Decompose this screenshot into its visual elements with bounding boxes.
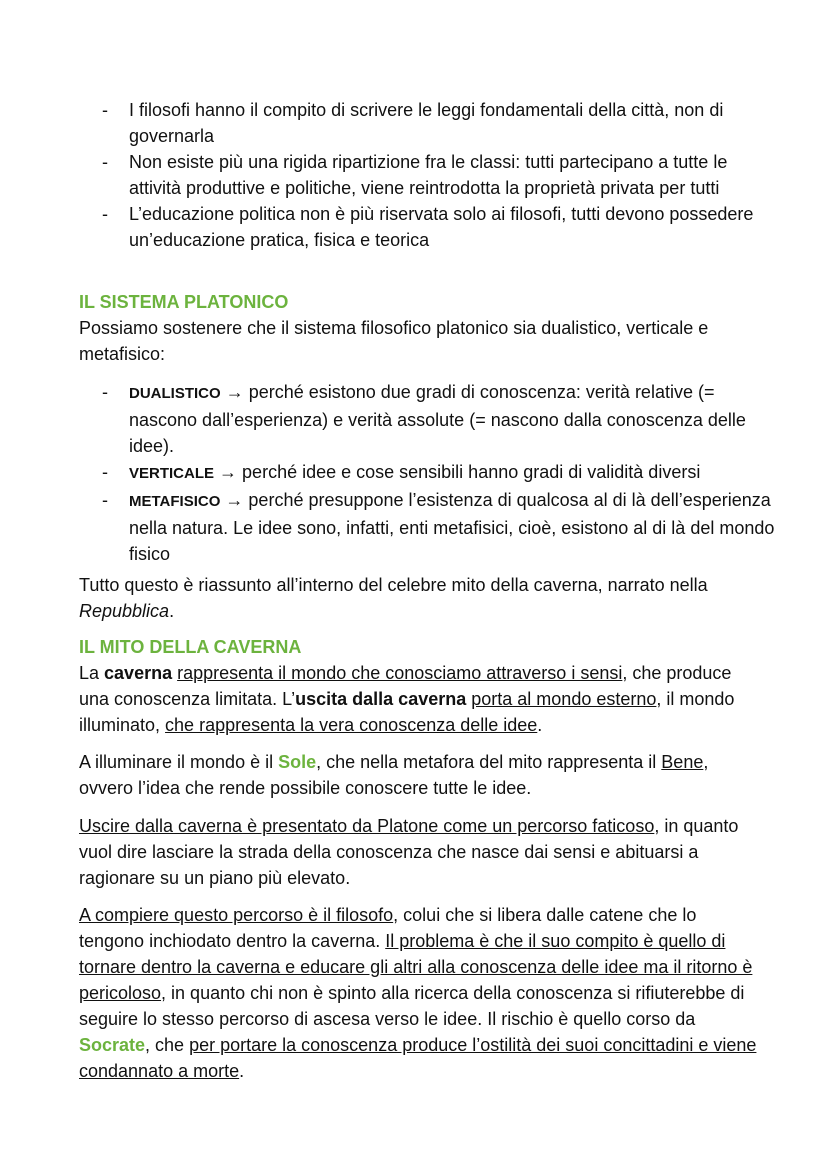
term-description: perché presuppone l’esistenza di qualcosa al di là dell’esperienza nella natura. Le idee sono, infatti, enti metafisici, cioè, esistono al di là del mondo fisico [129,490,775,564]
list-item-text: I filosofi hanno il compito di scrivere le leggi fondamentali della città, non di governarla [129,100,724,146]
arrow-icon: → [225,490,244,510]
text-run: , il mondo illuminato, [79,689,735,735]
text-run: , che nella metafora del mito rappresenta il [316,752,662,772]
term-verticale: VERTICALE [129,465,215,482]
summary-end: . [169,601,175,621]
list-item [102,379,782,459]
section-heading-sistema: IL SISTEMA PLATONICO [79,292,289,312]
term-metafisico: METAFISICO [129,493,221,510]
summary-paragraph [79,572,759,624]
section-heading-mito: IL MITO DELLA CAVERNA [79,637,302,657]
text-run: , colui che si libera dalle catene che lo tengono inchiodato dentro la caverna. [79,905,697,951]
list-item [102,201,782,253]
keyword-socrate: Socrate [79,1035,146,1055]
term-description: perché idee e cose sensibili hanno gradi di validità diversi [242,462,701,482]
exit-paragraph [79,813,759,891]
text-run: , ovvero l’idea che rende possibile conoscere tutte le idee. [79,752,709,798]
keyword-sole: Sole [278,752,317,772]
underlined-text: rappresenta il mondo che conosciamo attraverso i sensi [177,663,623,683]
arrow-icon: → [219,462,238,482]
book-title: Repubblica [79,601,170,621]
keyword-uscita: uscita dalla caverna [295,689,467,709]
underlined-text: per portare la conoscenza produce l’ostilità dei suoi concittadini e viene condannato a morte [79,1035,757,1081]
text-run: A illuminare il mondo è il [79,752,279,772]
text-run: . [239,1061,245,1081]
keyword-caverna: caverna [104,663,173,683]
list-item [102,149,782,201]
text-run: La [79,663,105,683]
philosopher-paragraph [79,902,759,1084]
system-traits-list [102,379,782,567]
text-run: , che [145,1035,190,1055]
list-item-text: L’educazione politica non è più riservata solo ai filosofi, tutti devono possedere un’educazione pratica, fisica e teorica [129,204,754,250]
cave-paragraph [79,660,759,738]
underlined-text: porta al mondo esterno [471,689,657,709]
text-run: , che produce una conoscenza limitata. L’ [79,663,732,709]
term-description: perché esistono due gradi di conoscenza: verità relative (= nascono dall’esperienza) e verità assolute (= nascono dalla conoscenza delle idee). [129,382,746,456]
list-item [102,97,782,149]
underlined-text: A compiere questo percorso è il filosofo [79,905,394,925]
text-run: , in quanto chi non è spinto alla ricerca della conoscenza si rifiuterebbe di seguire lo stesso percorso di ascesa verso le idee. Il rischio è quello corso da [79,983,745,1029]
list-item [102,459,782,487]
arrow-icon: → [225,382,244,402]
underlined-text: Uscire dalla caverna è presentato da Platone come un percorso faticoso [79,816,655,836]
summary-text: Tutto questo è riassunto all’interno del celebre mito della caverna, narrato nella [79,575,708,595]
intro-paragraph: Possiamo sostenere che il sistema filosofico platonico sia dualistico, verticale e metafisico: [79,318,709,364]
underlined-text: Il problema è che il suo compito è quello di tornare dentro la caverna e educare gli altri alla conoscenza delle idee ma il ritorno è pericoloso [79,931,753,1003]
text-run: . [537,715,543,735]
list-item [102,487,782,567]
text-run: , in quanto vuol dire lasciare la strada della conoscenza che nasce dai sensi e abituarsi a ragionare su un piano più elevato. [79,816,739,888]
term-dualistico: DUALISTICO [129,385,221,402]
underlined-text: che rappresenta la vera conoscenza delle idee [165,715,538,735]
list-item-text: Non esiste più una rigida ripartizione fra le classi: tutti partecipano a tutte le attività produttive e politiche, viene reintrodotta la proprietà privata per tutti [129,152,728,198]
sun-paragraph [79,749,759,801]
reform-list [102,97,782,253]
underlined-text: Bene [661,752,704,772]
